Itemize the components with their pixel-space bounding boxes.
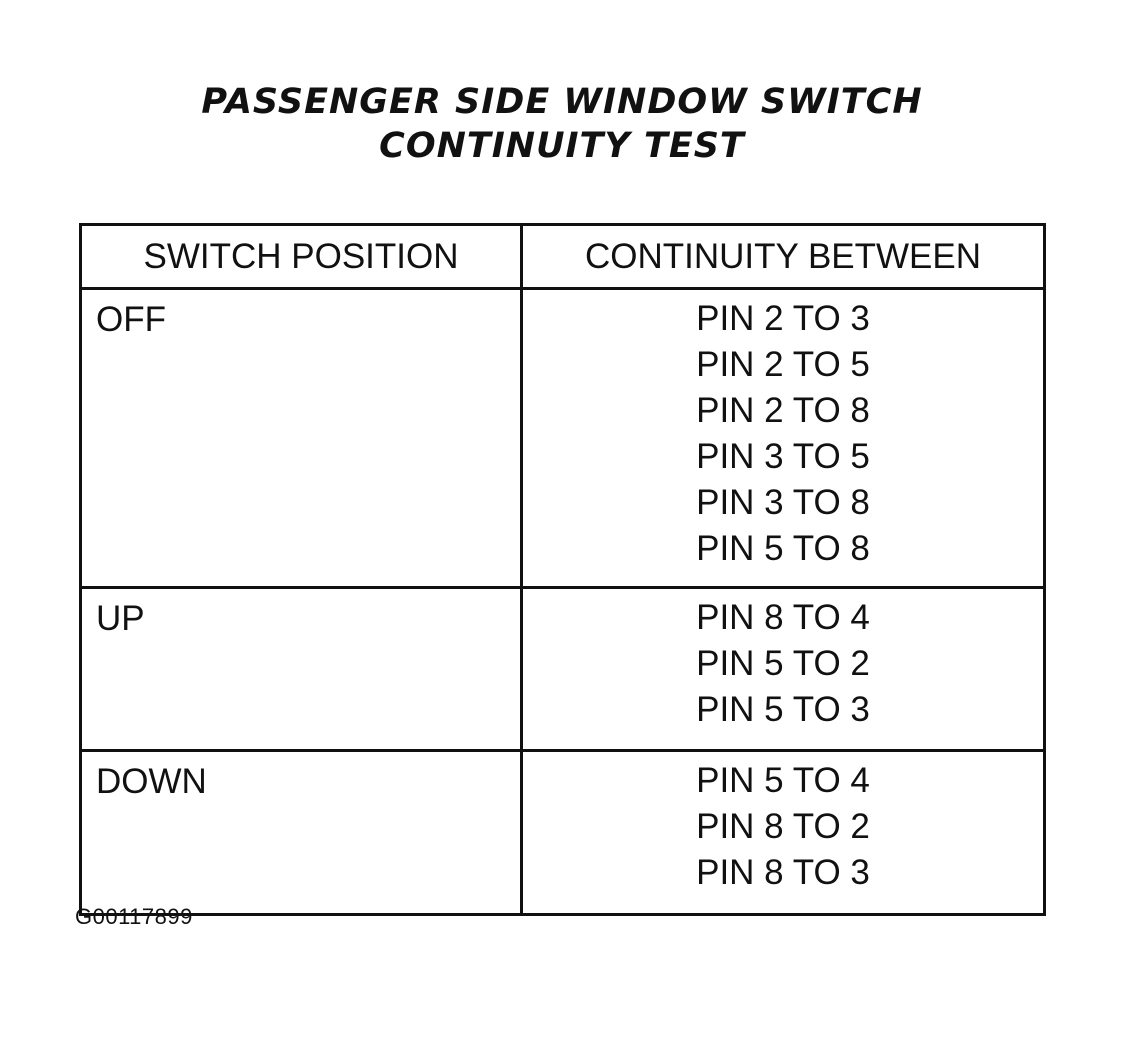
switch-position-cell: OFF: [81, 289, 522, 588]
pin-pair: PIN 5 TO 4: [696, 761, 870, 800]
table-row-up: [81, 588, 1045, 751]
continuity-cell: [522, 289, 1045, 588]
pin-pair: PIN 5 TO 3: [696, 690, 870, 729]
continuity-cell: [522, 751, 1045, 915]
header-switch-position: SWITCH POSITION: [81, 225, 522, 289]
switch-position-cell: DOWN: [81, 751, 522, 915]
pin-pair: PIN 2 TO 8: [696, 391, 870, 430]
pin-pair: PIN 2 TO 5: [696, 345, 870, 384]
pin-pair: PIN 3 TO 5: [696, 437, 870, 476]
pin-pair: PIN 5 TO 2: [696, 644, 870, 683]
table-row-off: [81, 289, 1045, 588]
pin-pair: PIN 5 TO 8: [696, 529, 870, 568]
header-continuity-between: CONTINUITY BETWEEN: [522, 225, 1045, 289]
continuity-test-table: [79, 223, 1046, 916]
title-line-2: CONTINUITY TEST: [379, 126, 745, 166]
continuity-cell: [522, 588, 1045, 751]
pin-pair: PIN 2 TO 3: [696, 299, 870, 338]
table-row-down: [81, 751, 1045, 915]
pin-pair: PIN 8 TO 2: [696, 807, 870, 846]
pin-pair: PIN 8 TO 3: [696, 853, 870, 892]
figure-code: G00117899: [75, 904, 193, 929]
pin-pair: PIN 8 TO 4: [696, 598, 870, 637]
title-line-1: PASSENGER SIDE WINDOW SWITCH: [201, 82, 923, 122]
pin-pair: PIN 3 TO 8: [696, 483, 870, 522]
header-row: [81, 225, 1045, 289]
switch-position-cell: UP: [81, 588, 522, 751]
